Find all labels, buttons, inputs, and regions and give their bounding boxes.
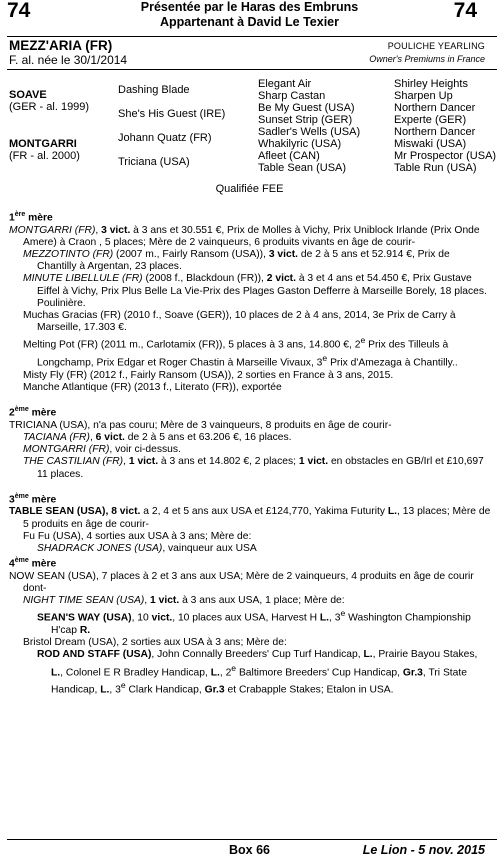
- produce-record: [9, 209, 491, 697]
- section-second-dam: 2ème mère: [9, 406, 57, 419]
- produce-item: TACIANA (FR), 6 vict. de 2 à 5 ans et 63.206 €, 16 places.: [23, 431, 292, 443]
- pedigree-gen3: Sadler's Wells (USA): [258, 126, 361, 138]
- pedigree-gen4: Miswaki (USA): [394, 138, 467, 150]
- premium-label: Owner's Premiums in France: [369, 54, 485, 64]
- sire-name: SOAVE: [9, 89, 47, 101]
- box-number: Box 66: [229, 843, 270, 857]
- qualification: Qualifiée FEE: [215, 183, 284, 195]
- consignor-header: [0, 0, 499, 30]
- category-label: POULICHE YEARLING: [387, 41, 485, 51]
- pedigree-gen2: Johann Quatz (FR): [118, 132, 212, 144]
- pedigree-gen4: Shirley Heights: [394, 78, 468, 90]
- pedigree-gen2: Dashing Blade: [118, 84, 190, 96]
- produce-item: MONTGARRI (FR), voir ci-dessus.: [23, 444, 181, 456]
- dam-name: MONTGARRI: [9, 138, 77, 150]
- pedigree-gen4: Mr Prospector (USA): [394, 150, 497, 162]
- produce-item: Fu Fu (USA), 4 sorties aux USA à 3 ans; Mère de:: [23, 530, 252, 542]
- pedigree-gen3: Whakilyric (USA): [258, 138, 342, 150]
- produce-item: SEAN'S WAY (USA), 10 vict., 10 places aux USA, Harvest H L., 3e Washington Championship H'cap R.: [37, 608, 471, 637]
- sale-name: Le Lion - 5 nov. 2015: [362, 843, 485, 857]
- section-first-dam: 1ère mère: [9, 211, 53, 224]
- produce-item: Manche Atlantique (FR) (2013 f., Literato (FR)), exportée: [23, 381, 282, 393]
- produce-item: Misty Fly (FR) (2012 f., Fairly Ransom (USA)), 2 sorties en France à 3 ans, 2015.: [23, 369, 394, 381]
- pedigree-gen2: Triciana (USA): [118, 156, 190, 168]
- pedigree-gen3: Be My Guest (USA): [258, 102, 355, 114]
- pedigree-gen2: She's His Guest (IRE): [118, 108, 226, 120]
- produce-item: Muchas Gracias (FR) (2010 f., Soave (GER)), 10 places de 2 à 4 ans, 2014, 3e Prix de Carry à Marseille, 17.303 €.: [23, 310, 456, 334]
- produce-item: Bristol Dream (USA), 2 sorties aux USA à 3 ans; Mère de:: [23, 637, 287, 649]
- footer-divider: [7, 839, 497, 840]
- third-dam-record: TABLE SEAN (USA), 8 vict. a 2, 4 et 5 ans aux USA et £124,770, Yakima Futurity L., 13 places; Mère de 5 produits en âge de courir-: [9, 506, 491, 530]
- produce-item: ROD AND STAFF (USA), John Connally Breeders' Cup Turf Handicap, L., Prairie Bayou Stakes, L., Colonel E R Bradley Handicap, L., 2e Baltimore Breeders' Cup Handicap, Gr.3, Tri State Handicap, L., 3e Clark Handicap, Gr.3 et Crabapple Stakes; Etalon in USA.: [37, 649, 478, 696]
- produce-item: SHADRACK JONES (USA), vainqueur aux USA: [37, 542, 257, 554]
- pedigree-gen4: Northern Dancer: [394, 126, 476, 138]
- name-divider: [7, 69, 497, 70]
- second-dam-record: TRICIANA (USA), n'a pas couru; Mère de 3 vainqueurs, 8 produits en âge de courir-: [9, 419, 392, 431]
- pedigree-gen3: Sharp Castan: [258, 90, 326, 102]
- produce-item: Melting Pot (FR) (2011 m., Carlotamix (FR)), 5 places à 3 ans, 14.800 €, 2e Prix des Tilleuls à Longchamp, Prix Edgar et Roger Chastin à Marseille Vivaux, 3e Prix d'Amezaga à Chantilly..: [23, 335, 458, 369]
- sire-info: (GER - al. 1999): [9, 101, 90, 113]
- produce-item: MEZZOTINTO (FR) (2007 m., Fairly Ransom (USA)), 3 vict. de 2 à 5 ans et 52.914 €, Prix de Chantilly à Argentan, 23 places.: [23, 249, 450, 273]
- section-third-dam: 3ème mère: [9, 492, 57, 506]
- pedigree-gen4: Table Run (USA): [394, 162, 477, 174]
- pedigree-gen4: Experte (GER): [394, 114, 467, 126]
- pedigree-gen3: Table Sean (USA): [258, 162, 347, 174]
- pedigree-gen4: Northern Dancer: [394, 102, 476, 114]
- section-fourth-dam: 4ème mère: [9, 557, 57, 570]
- horse-name: MEZZ'ARIA (FR): [9, 38, 113, 53]
- produce-item: THE CASTILIAN (FR), 1 vict. à 3 ans et 14.802 €, 2 places; 1 vict. en obstacles en GB/Irl et £10,697 11 places.: [23, 456, 484, 480]
- dam-record: MONTGARRI (FR), 3 vict. à 3 ans et 30.551 €, Prix de Molles à Vichy, Prix Uniblock Irlande (Prix Onde Amere) à Craon , 5 places; Mère de 2 vainqueurs, 6 produits vivants en âge de courir-: [9, 224, 480, 248]
- consignor-line: Présentée par le Haras des Embruns: [140, 0, 359, 14]
- pedigree-gen3: Afleet (CAN): [258, 150, 320, 162]
- dam-info: (FR - al. 2000): [9, 150, 80, 162]
- pedigree-gen4: Sharpen Up: [394, 90, 453, 102]
- owner-line: Appartenant à David Le Texier: [160, 15, 339, 29]
- horse-description: F. al. née le 30/1/2014: [9, 53, 128, 67]
- pedigree-gen3: Elegant Air: [258, 78, 312, 90]
- fourth-dam-record: NOW SEAN (USA), 7 places à 2 et 3 ans aux USA; Mère de 2 vainqueurs, 4 produits en âge de courir dont-: [9, 570, 474, 595]
- produce-item: MINUTE LIBELLULE (FR) (2008 f., Blackdoun (FR)), 2 vict. à 3 et 4 ans et 54.450 €, Prix Gustave Eiffel à Vichy, Prix Plus Belle La Vie-Prix des Plages Gaston Defferre à Marseille Borely, 18 places. Poulinière.: [23, 273, 487, 309]
- lot-number-right: 74: [453, 0, 477, 22]
- pedigree-gen3: Sunset Strip (GER): [258, 114, 353, 126]
- lot-number-left: 74: [7, 0, 31, 22]
- produce-item: NIGHT TIME SEAN (USA), 1 vict. à 3 ans aux USA, 1 place; Mère de:: [23, 595, 345, 607]
- top-divider: [7, 36, 497, 37]
